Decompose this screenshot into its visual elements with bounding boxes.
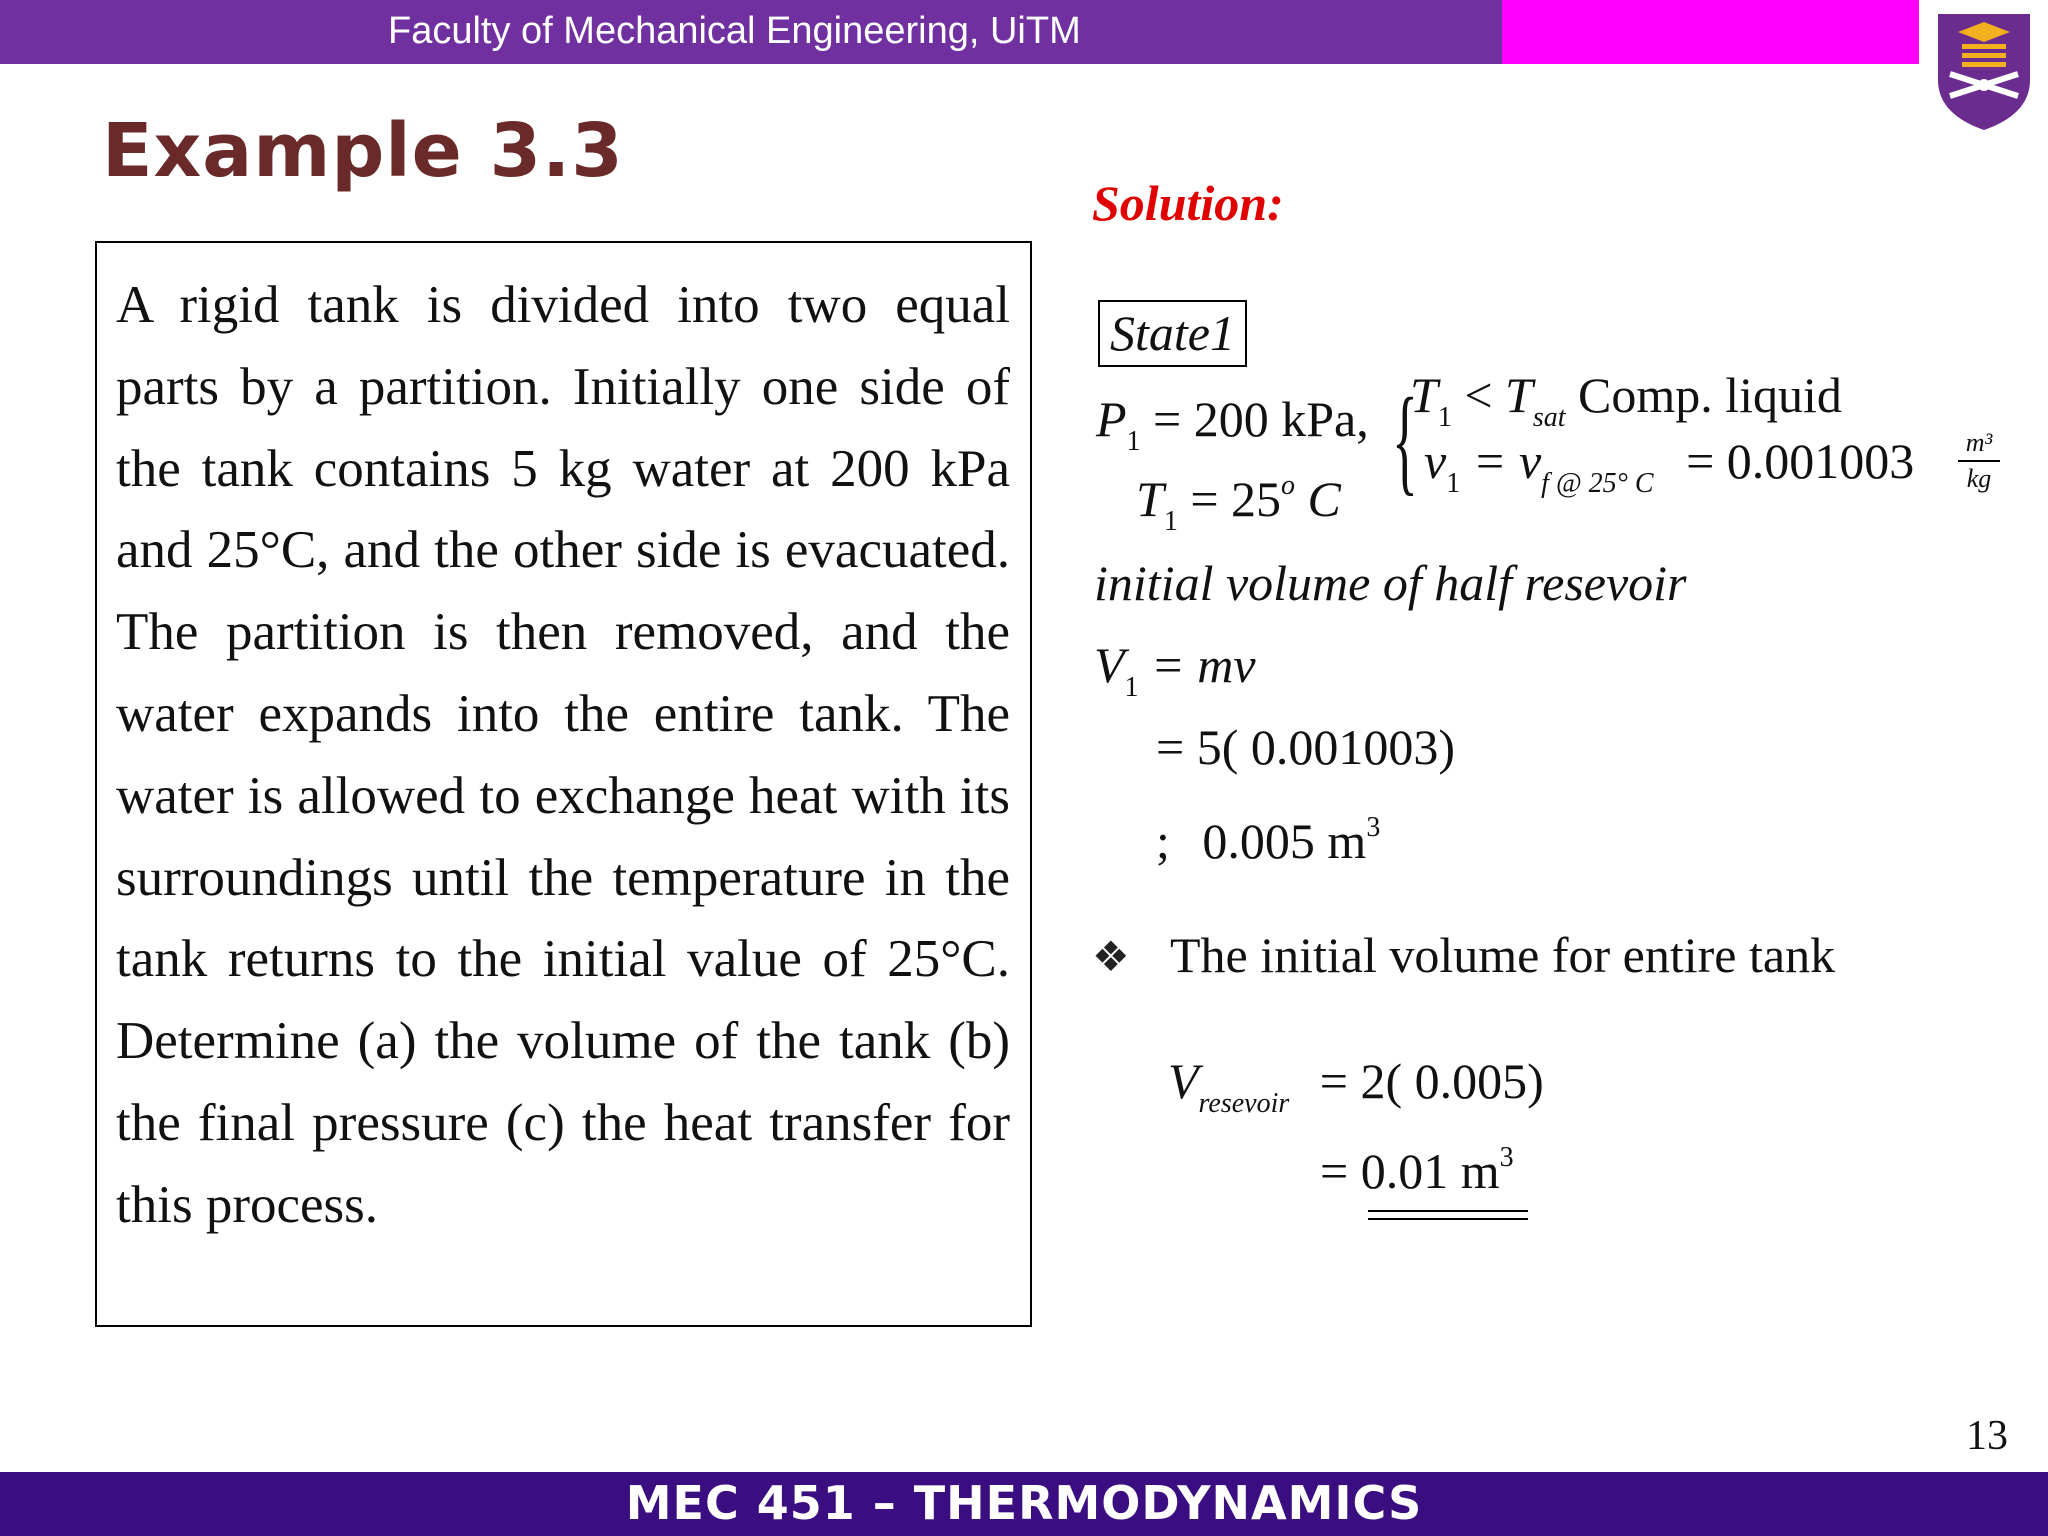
problem-statement: A rigid tank is divided into two equal parts by a partition. Initially one side of the tank contains 5 kg water at 200 kPa and 25°C, and the other side is evacuated. The partition is then removed, and the water expands into the entire tank. The water is allowed to exchange heat with its surroundings until the temperature in the tank returns to the initial value of 25°C. Determine (a) the volume of the tank (b) the final pressure (c) the heat transfer for this process. bbox=[116, 276, 1010, 1234]
p1-equation: $P_1 = 200$ kPa, bbox=[1096, 391, 1369, 457]
page-number: 13 bbox=[1966, 1413, 2008, 1459]
state-label: State1 bbox=[1110, 305, 1235, 361]
reservoir-volume-result: = 0.01 $m^3$ bbox=[1320, 1142, 1514, 1199]
v1-substitution: = 5( 0.001003) bbox=[1156, 719, 1455, 775]
bullet-icon: ❖ bbox=[1092, 935, 1130, 981]
reservoir-volume-equation: $V_{resevoir} = 2$( 0.005) bbox=[1168, 1053, 1544, 1119]
university-logo bbox=[1932, 10, 2036, 132]
specific-volume-equation: $v_1 = v_{f @ 25^\circ C} = 0.001003$ bbox=[1424, 433, 1915, 499]
initial-volume-text: initial volume of half resevoir bbox=[1094, 555, 1687, 611]
brace-symbol: { bbox=[1392, 373, 1418, 506]
course-title: MEC 451 – THERMODYNAMICS bbox=[625, 1476, 1423, 1530]
result-underline-top bbox=[1368, 1210, 1528, 1212]
result-underline-bottom bbox=[1368, 1218, 1528, 1220]
slide-heading: Example 3.3 bbox=[102, 108, 624, 194]
t1-equation: $T_1 = 25^o$ C bbox=[1136, 470, 1341, 537]
v1-equation: $V_1$ = mv bbox=[1094, 637, 1256, 703]
unit-fraction: m³ kg bbox=[1958, 428, 2000, 494]
state-box bbox=[1098, 300, 1247, 367]
v1-result: ; 0.005 $m^3$ bbox=[1156, 812, 1381, 869]
compressed-liquid-condition: $T_1 < T_{sat}$ Comp. liquid bbox=[1410, 367, 1842, 433]
header-accent-bar bbox=[1502, 0, 1919, 64]
header-title: Faculty of Mechanical Engineering, UiTM bbox=[388, 10, 1081, 52]
bullet-text: The initial volume for entire tank bbox=[1170, 927, 1836, 983]
solution-label: Solution: bbox=[1092, 175, 1284, 231]
